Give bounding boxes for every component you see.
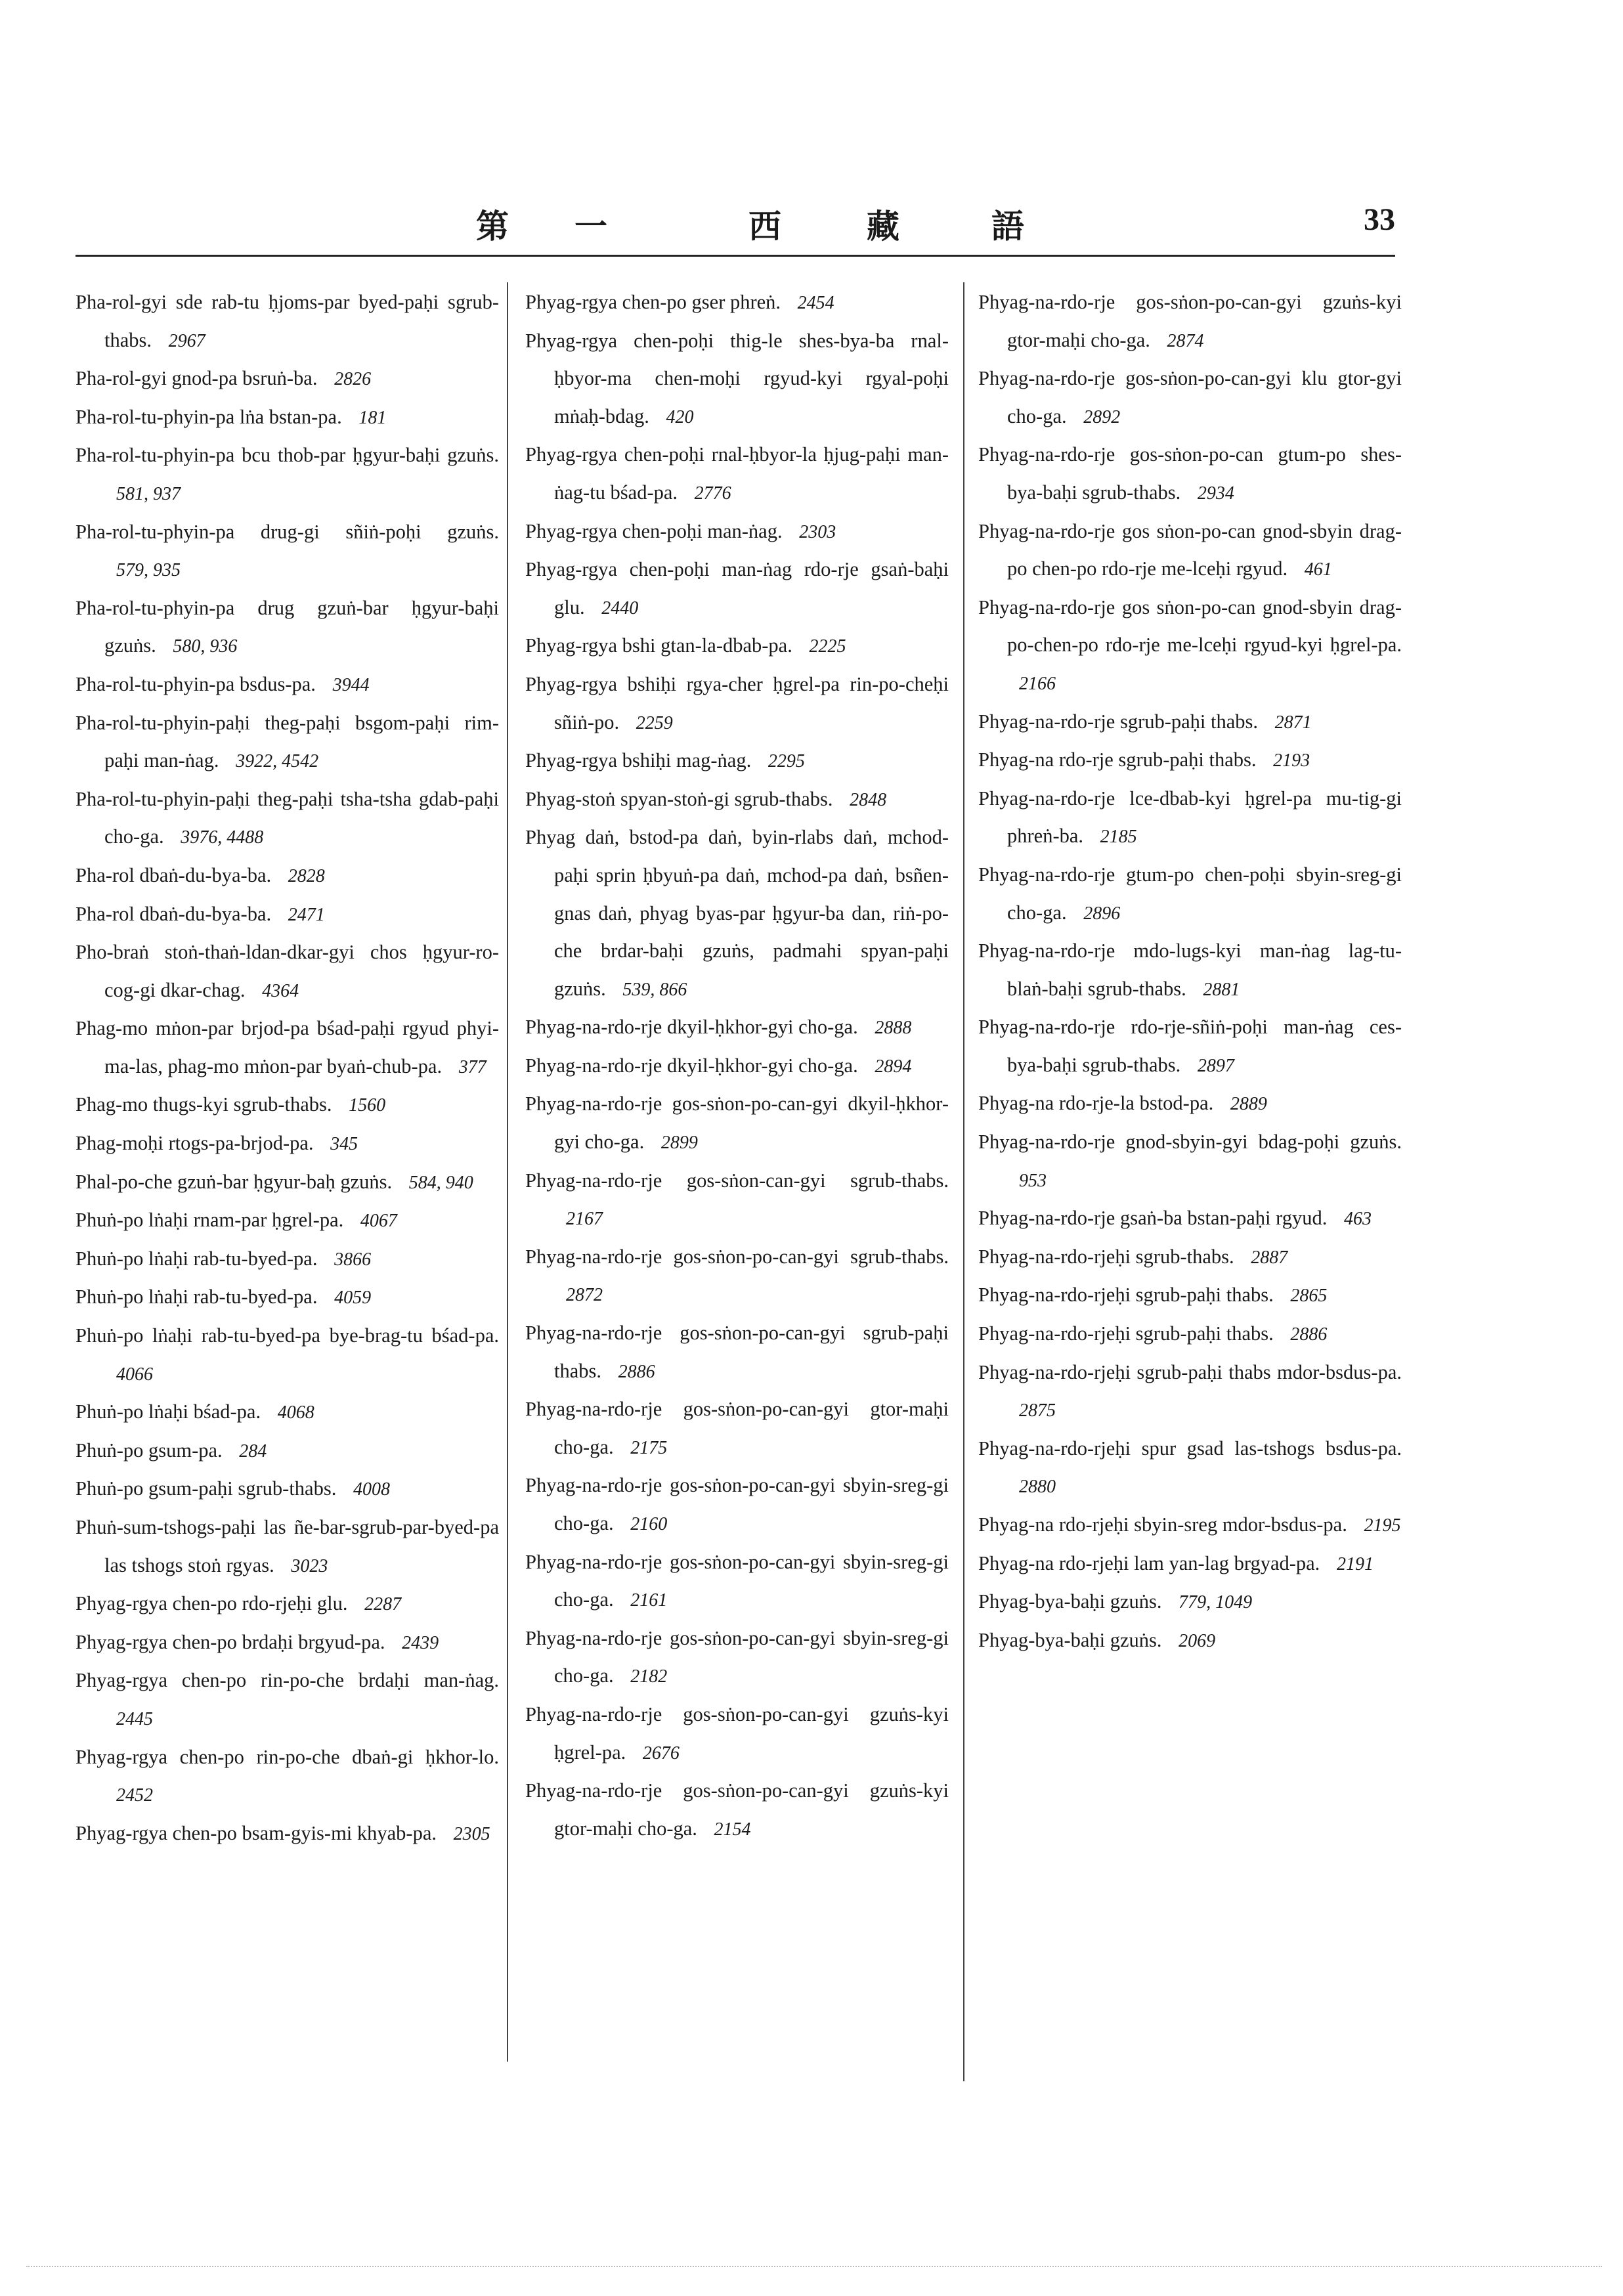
- index-entry: [76, 1432, 499, 1471]
- index-entry: [978, 589, 1402, 703]
- entry-catalog-number: 779, 1049: [1179, 1592, 1253, 1613]
- index-entry: [525, 1467, 949, 1543]
- entry-title: Pha-rol-tu-phyin-pa bcu thob-par ḥgyur-baḥi gzuṅs.: [76, 444, 499, 467]
- entry-catalog-number: 2967: [168, 330, 206, 351]
- entry-title: Phyag-na rdo-rje sgrub-paḥi thabs.: [978, 748, 1257, 771]
- entry-title: Pha-rol-tu-phyin-pa drug gzuṅ-bar ḥgyur-baḥi gzuṅs.: [76, 596, 499, 657]
- entry-title: Phyag-rgya bshi gtan-la-dbab-pa.: [525, 634, 792, 657]
- entry-catalog-number: 2865: [1290, 1286, 1328, 1307]
- index-entry: [525, 1314, 949, 1391]
- entry-catalog-number: 2889: [1230, 1094, 1267, 1115]
- entry-catalog-number: 2897: [1197, 1055, 1234, 1076]
- page-number: 33: [1364, 202, 1395, 237]
- entry-catalog-number: 2676: [642, 1743, 680, 1764]
- entry-title: Phag-mo mṅon-par brjod-pa bśad-paḥi rgyud phyi-ma-las, phag-mo mṅon-par byaṅ-chub-pa.: [76, 1017, 499, 1077]
- header-rule: [76, 255, 1395, 257]
- index-entry: [978, 856, 1402, 932]
- entry-title: Phyag-rgya chen-po rin-po-che dbaṅ-gi ḥkhor-lo.: [76, 1745, 499, 1768]
- index-entry: [76, 1163, 499, 1202]
- entry-title: Pha-rol dbaṅ-du-bya-ba.: [76, 863, 272, 886]
- index-entry: [76, 857, 499, 896]
- index-entry: [76, 513, 499, 590]
- index-entry: [978, 1238, 1402, 1277]
- entry-title: Phyag-na-rdo-rje gos-sṅon-po-can-gyi sbyin-sreg-gi cho-ga.: [525, 1550, 949, 1611]
- index-entry: [525, 1544, 949, 1620]
- index-entry: [76, 1739, 499, 1815]
- entry-catalog-number: 2295: [768, 751, 805, 772]
- index-entry: [76, 1815, 499, 1853]
- index-entry: [525, 819, 949, 1008]
- scan-edge-noise: [26, 2266, 1602, 2270]
- index-entry: [525, 1238, 949, 1314]
- entry-catalog-number: 2167: [566, 1209, 603, 1230]
- column-separator-2: [963, 282, 964, 2081]
- entry-catalog-number: 2225: [809, 636, 846, 657]
- entry-catalog-number: 2454: [797, 293, 834, 313]
- entry-title: Phyag-na-rdo-rje gos-sṅon-po-can-gyi sbyin-sreg-gi cho-ga.: [525, 1626, 949, 1687]
- header-char-tibet: 藏: [867, 207, 899, 246]
- entry-title: Phyag-rgya chen-po rin-po-che brdaḥi man-ṅag.: [76, 1669, 499, 1692]
- index-entry: [76, 896, 499, 934]
- entry-title: Phyag-rgya chen-po rdo-rjeḥi glu.: [76, 1592, 348, 1615]
- index-entry: [978, 284, 1402, 360]
- entry-catalog-number: 581, 937: [116, 483, 181, 504]
- column-separator-1: [507, 282, 508, 2062]
- entry-title: Phyag-na rdo-rjeḥi lam yan-lag brgyad-pa.: [978, 1551, 1320, 1574]
- index-entry: [76, 399, 499, 437]
- entry-title: Phyag-na-rdo-rje gos-sṅon-po-can-gyi gzuṅs-kyi ḥgrel-pa.: [525, 1702, 949, 1764]
- entry-catalog-number: 3922, 4542: [236, 751, 319, 772]
- entry-catalog-number: 2826: [334, 369, 372, 390]
- index-entry: [978, 1430, 1402, 1506]
- entry-title: Phyag-stoṅ spyan-stoṅ-gi sgrub-thabs.: [525, 787, 833, 810]
- entry-title: Phyag-na-rdo-rje dkyil-ḥkhor-gyi cho-ga.: [525, 1016, 858, 1039]
- entry-catalog-number: 3023: [291, 1555, 328, 1576]
- index-entry: [978, 436, 1402, 512]
- index-entry: [978, 360, 1402, 436]
- index-entry: [76, 437, 499, 513]
- entry-title: Pha-rol-tu-phyin-paḥi theg-paḥi bsgom-paḥi rim-paḥi man-ṅag.: [76, 711, 499, 772]
- entry-catalog-number: 2287: [364, 1594, 402, 1615]
- entry-catalog-number: 2871: [1274, 712, 1312, 733]
- index-entry: [76, 1240, 499, 1279]
- index-entry: [978, 1008, 1402, 1085]
- entry-title: Phyag-na-rdo-rje gnod-sbyin-gyi bdag-poḥi gzuṅs.: [978, 1131, 1402, 1154]
- entry-catalog-number: 4008: [353, 1479, 390, 1500]
- entry-catalog-number: 2899: [660, 1133, 698, 1154]
- entry-title: Phyag-bya-baḥi gzuṅs.: [978, 1590, 1162, 1613]
- entry-catalog-number: 2069: [1179, 1630, 1216, 1651]
- entry-title: Phyag-rgya chen-po brdaḥi brgyud-pa.: [76, 1630, 385, 1653]
- index-entry: [978, 932, 1402, 1008]
- index-entry: [76, 704, 499, 781]
- index-entry: [525, 742, 949, 781]
- index-entry: [978, 703, 1402, 742]
- entry-catalog-number: 579, 935: [116, 560, 181, 581]
- entry-title: Phyag-rgya chen-po bsam-gyis-mi khyab-pa.: [76, 1821, 437, 1844]
- entry-title: Phyag-rgya chen-po gser phreṅ.: [525, 291, 781, 313]
- index-entry: [76, 1393, 499, 1432]
- entry-catalog-number: 3976, 4488: [181, 827, 264, 848]
- index-entry: [76, 934, 499, 1010]
- index-entry: [525, 666, 949, 742]
- entry-title: Phyag-na-rdo-rje sgrub-paḥi thabs.: [978, 710, 1259, 733]
- entry-catalog-number: 4068: [277, 1402, 314, 1423]
- entry-title: Pha-rol-gyi sde rab-tu ḥjoms-par byed-paḥi sgrub-thabs.: [76, 291, 499, 351]
- entry-catalog-number: 2452: [116, 1785, 153, 1806]
- entry-title: Phag-moḥi rtogs-pa-brjod-pa.: [76, 1132, 314, 1155]
- index-entry: [525, 436, 949, 512]
- entry-catalog-number: 2191: [1336, 1553, 1374, 1574]
- entry-catalog-number: 4059: [334, 1288, 372, 1309]
- entry-title: Phyag-na-rdo-rje gtum-po chen-poḥi sbyin-sreg-gi cho-ga.: [978, 863, 1402, 924]
- index-entry: [525, 1162, 949, 1238]
- entry-catalog-number: 2471: [288, 904, 325, 925]
- entry-catalog-number: 377: [458, 1056, 487, 1077]
- entry-title: Phuṅ-po gsum-paḥi sgrub-thabs.: [76, 1477, 337, 1500]
- entry-title: Phyag-na-rdo-rjeḥi sgrub-paḥi thabs.: [978, 1284, 1274, 1307]
- entry-title: Phyag-na-rdo-rje gos-sṅon-can-gyi sgrub-thabs.: [525, 1169, 949, 1192]
- entry-catalog-number: 2259: [636, 712, 673, 733]
- index-entry: [978, 1276, 1402, 1315]
- entry-title: Phyag-na-rdo-rjeḥi spur gsad las-tshogs bsdus-pa.: [978, 1437, 1402, 1460]
- entry-title: Phyag-na-rdo-rje gos-sṅon-po-can gtum-po shes-bya-baḥi sgrub-thabs.: [978, 443, 1402, 504]
- entry-catalog-number: 284: [239, 1440, 267, 1462]
- entry-title: Pha-rol dbaṅ-du-bya-ba.: [76, 902, 272, 925]
- index-column-3: [978, 284, 1402, 1660]
- entry-title: Phuṅ-sum-tshogs-paḥi las ñe-bar-sgrub-par-byed-pa las tshogs stoṅ rgyas.: [76, 1516, 499, 1576]
- header-char-one: 一: [574, 207, 607, 246]
- entry-catalog-number: 1560: [349, 1095, 386, 1116]
- entry-catalog-number: 2828: [288, 865, 325, 886]
- index-column-2: [525, 284, 949, 1848]
- entry-title: Phyag-na-rdo-rjeḥi sgrub-paḥi thabs.: [978, 1322, 1274, 1345]
- entry-catalog-number: 2166: [1019, 673, 1056, 694]
- entry-title: Phyag-bya-baḥi gzuṅs.: [978, 1628, 1162, 1651]
- entry-title: Pha-rol-tu-phyin-paḥi theg-paḥi tsha-tsha gdab-paḥi cho-ga.: [76, 787, 499, 848]
- entry-catalog-number: 539, 866: [622, 979, 687, 1000]
- index-entry: [978, 1315, 1402, 1354]
- entry-catalog-number: 2154: [714, 1819, 751, 1840]
- entry-catalog-number: 420: [666, 406, 694, 427]
- entry-title: Phyag-na-rdo-rje gos sṅon-po-can gnod-sbyin drag-po chen-po rdo-rje me-lceḥi rgyud.: [978, 519, 1402, 580]
- index-entry: [978, 513, 1402, 589]
- index-entry: [978, 741, 1402, 780]
- running-header: [76, 200, 1395, 248]
- entry-catalog-number: 2848: [850, 789, 887, 810]
- entry-title: Phyag-na-rdo-rje gos-sṅon-po-can-gyi gzuṅs-kyi gtor-maḥi cho-ga.: [978, 291, 1402, 351]
- entry-title: Phyag daṅ, bstod-pa daṅ, byin-rlabs daṅ, mchod-paḥi sprin ḥbyuṅ-pa daṅ, mchod-pa daṅ, bsñen-gnas daṅ, phyag byas-par ḥgyur-ba dan, riṅ-po-che brdar-baḥi gzuṅs, padmahi spyan-paḥi gzuṅs.: [525, 826, 949, 1000]
- entry-title: Phyag-na-rdo-rje gos-sṅon-po-can-gyi dkyil-ḥkhor-gyi cho-ga.: [525, 1093, 949, 1154]
- index-entry: [525, 322, 949, 437]
- index-entry: [525, 1047, 949, 1086]
- entry-title: Phuṅ-po lṅaḥi rab-tu-byed-pa bye-brag-tu bśad-pa.: [76, 1324, 499, 1347]
- entry-title: Phyag-na-rdo-rje lce-dbab-kyi ḥgrel-pa mu-tig-gi phreṅ-ba.: [978, 787, 1402, 848]
- entry-catalog-number: 2193: [1273, 750, 1310, 771]
- entry-catalog-number: 2305: [453, 1823, 490, 1844]
- entry-title: Phuṅ-po lṅaḥi rab-tu-byed-pa.: [76, 1286, 318, 1309]
- index-entry: [76, 1624, 499, 1662]
- index-entry: [525, 1772, 949, 1848]
- entry-title: Phyag-na-rdo-rje mdo-lugs-kyi man-ṅag lag-tu-blaṅ-baḥi sgrub-thabs.: [978, 940, 1402, 1000]
- index-entry: [76, 666, 499, 704]
- entry-title: Phyag-rgya chen-poḥi rnal-ḥbyor-la ḥjug-paḥi man-ṅag-tu bśad-pa.: [525, 443, 949, 504]
- entry-catalog-number: 4067: [360, 1211, 397, 1232]
- entry-catalog-number: 2160: [630, 1514, 668, 1534]
- entry-catalog-number: 584, 940: [408, 1172, 473, 1193]
- entry-title: Phyag-rgya bshiḥi rgya-cher ḥgrel-pa rin-po-cheḥi sñiṅ-po.: [525, 672, 949, 733]
- entry-catalog-number: 2175: [630, 1437, 668, 1458]
- index-entry: [76, 1086, 499, 1125]
- index-entry: [76, 1202, 499, 1240]
- entry-title: Phyag-na-rdo-rje gsaṅ-ba bstan-paḥi rgyud.: [978, 1207, 1328, 1230]
- index-entry: [76, 1470, 499, 1509]
- entry-catalog-number: 2445: [116, 1708, 153, 1729]
- entry-catalog-number: 2886: [1290, 1324, 1328, 1345]
- entry-catalog-number: 463: [1343, 1209, 1372, 1230]
- entry-title: Phyag-na-rdo-rje gos-sṅon-po-can-gyi gtor-maḥi cho-ga.: [525, 1398, 949, 1458]
- entry-catalog-number: 2872: [566, 1285, 603, 1306]
- entry-title: Phyag-rgya bshiḥi mag-ṅag.: [525, 749, 752, 772]
- entry-catalog-number: 2303: [799, 521, 836, 542]
- entry-title: Phyag-na-rdo-rje gos sṅon-po-can gnod-sbyin drag-po-chen-po rdo-rje me-lceḥi rgyud-kyi ḥgrel-pa.: [978, 596, 1402, 657]
- entry-catalog-number: 2888: [875, 1018, 912, 1039]
- entry-title: Pha-rol-tu-phyin-pa bsdus-pa.: [76, 672, 316, 695]
- entry-title: Phyag-rgya chen-poḥi man-ṅag.: [525, 519, 783, 542]
- entry-title: Pha-rol-tu-phyin-pa lṅa bstan-pa.: [76, 405, 342, 428]
- index-entry: [76, 284, 499, 360]
- entry-title: Phyag-na rdo-rjeḥi sbyin-sreg mdor-bsdus-pa.: [978, 1513, 1347, 1536]
- entry-title: Phyag-na-rdo-rje gos-sṅon-po-can-gyi sgrub-paḥi thabs.: [525, 1322, 949, 1382]
- entry-catalog-number: 2776: [694, 483, 731, 504]
- entry-title: Phag-mo thugs-kyi sgrub-thabs.: [76, 1093, 332, 1116]
- index-entry: [76, 1509, 499, 1585]
- index-entry: [978, 1085, 1402, 1123]
- entry-title: Phyag-na-rdo-rjeḥi sgrub-paḥi thabs mdor-bsdus-pa.: [978, 1360, 1402, 1383]
- index-entry: [76, 590, 499, 666]
- index-entry: [525, 627, 949, 666]
- entry-title: Phuṅ-po lṅaḥi bśad-pa.: [76, 1400, 261, 1423]
- entry-title: Phyag-na rdo-rje-la bstod-pa.: [978, 1092, 1214, 1115]
- entry-catalog-number: 2182: [630, 1666, 668, 1687]
- index-entry: [525, 1008, 949, 1047]
- entry-title: Phyag-na-rdo-rje dkyil-ḥkhor-gyi cho-ga.: [525, 1054, 858, 1077]
- header-char-chapter: 第: [476, 207, 509, 246]
- entry-title: Phuṅ-po gsum-pa.: [76, 1439, 223, 1462]
- index-entry: [978, 780, 1402, 856]
- entry-catalog-number: 2195: [1364, 1515, 1401, 1536]
- entry-title: Phyag-rgya chen-poḥi man-ṅag rdo-rje gsaṅ-baḥi glu.: [525, 558, 949, 618]
- index-entry: [76, 1662, 499, 1738]
- entry-catalog-number: 953: [1019, 1170, 1047, 1191]
- index-entry: [525, 284, 949, 322]
- index-entry: [525, 513, 949, 552]
- index-entry: [978, 1545, 1402, 1584]
- entry-title: Phyag-na-rdo-rjeḥi sgrub-thabs.: [978, 1245, 1234, 1268]
- entry-title: Phyag-na-rdo-rje gos-sṅon-po-can-gyi klu gtor-gyi cho-ga.: [978, 367, 1402, 427]
- entry-catalog-number: 2881: [1203, 979, 1240, 1000]
- entry-catalog-number: 2894: [875, 1056, 912, 1077]
- entry-title: Pha-rol-tu-phyin-pa drug-gi sñiṅ-poḥi gzuṅs.: [76, 520, 499, 543]
- index-entry: [525, 1696, 949, 1772]
- entry-title: Phyag-rgya chen-poḥi thig-le shes-bya-ba rnal-ḥbyor-ma chen-moḥi rgyud-kyi rgyal-poḥi mṅaḥ-bdag.: [525, 329, 949, 427]
- entry-catalog-number: 2880: [1019, 1477, 1056, 1498]
- entry-catalog-number: 3944: [332, 674, 370, 695]
- header-char-west: 西: [748, 207, 781, 246]
- entry-catalog-number: 4364: [262, 980, 299, 1001]
- index-entry: [978, 1123, 1402, 1200]
- entry-title: Pha-rol-gyi gnod-pa bsruṅ-ba.: [76, 367, 318, 390]
- entry-catalog-number: 2934: [1197, 483, 1234, 504]
- entry-title: Phuṅ-po lṅaḥi rab-tu-byed-pa.: [76, 1247, 318, 1270]
- entry-catalog-number: 4066: [116, 1364, 153, 1385]
- entry-catalog-number: 2185: [1100, 827, 1137, 848]
- entry-title: Phyag-na-rdo-rje gos-sṅon-po-can-gyi sgrub-thabs.: [525, 1245, 949, 1268]
- index-entry: [525, 1620, 949, 1696]
- entry-catalog-number: 2439: [402, 1632, 439, 1653]
- entry-catalog-number: 580, 936: [173, 636, 238, 657]
- entry-catalog-number: 3866: [334, 1249, 372, 1270]
- index-entry: [76, 1585, 499, 1624]
- entry-title: Phyag-na-rdo-rje gos-sṅon-po-can-gyi sbyin-sreg-gi cho-ga.: [525, 1474, 949, 1534]
- entry-catalog-number: 2875: [1019, 1400, 1056, 1421]
- index-entry: [525, 551, 949, 627]
- entry-catalog-number: 2896: [1083, 903, 1121, 924]
- index-entry: [76, 1317, 499, 1393]
- index-entry: [978, 1354, 1402, 1430]
- index-entry: [978, 1622, 1402, 1660]
- entry-catalog-number: 2887: [1251, 1247, 1288, 1268]
- entry-catalog-number: 2161: [630, 1590, 668, 1611]
- index-entry: [978, 1200, 1402, 1238]
- entry-catalog-number: 461: [1304, 559, 1332, 580]
- entry-title: Pho-braṅ stoṅ-thaṅ-ldan-dkar-gyi chos ḥgyur-ro-cog-gi dkar-chag.: [76, 941, 499, 1001]
- entry-title: Phal-po-che gzuṅ-bar ḥgyur-baḥ gzuṅs.: [76, 1170, 393, 1193]
- index-entry: [978, 1506, 1402, 1545]
- index-entry: [525, 1391, 949, 1467]
- entry-catalog-number: 2440: [601, 597, 639, 618]
- index-entry: [76, 1125, 499, 1163]
- entry-catalog-number: 2886: [618, 1361, 655, 1382]
- entry-catalog-number: 2874: [1167, 330, 1204, 351]
- index-entry: [525, 1085, 949, 1161]
- entry-title: Phyag-na-rdo-rje gos-sṅon-po-can-gyi gzuṅs-kyi gtor-maḥi cho-ga.: [525, 1779, 949, 1840]
- header-char-language: 語: [991, 207, 1024, 246]
- entry-title: Phyag-na-rdo-rje rdo-rje-sñiṅ-poḥi man-ṅag ces-bya-baḥi sgrub-thabs.: [978, 1016, 1402, 1076]
- index-entry: [76, 1278, 499, 1317]
- entry-title: Phuṅ-po lṅaḥi rnam-par ḥgrel-pa.: [76, 1209, 344, 1232]
- index-entry: [76, 1010, 499, 1086]
- index-column-1: [76, 284, 499, 1853]
- entry-catalog-number: 2892: [1083, 406, 1121, 427]
- entry-catalog-number: 181: [358, 407, 387, 428]
- index-entry: [76, 781, 499, 857]
- index-entry: [525, 781, 949, 819]
- entry-catalog-number: 345: [330, 1134, 358, 1155]
- index-entry: [76, 360, 499, 399]
- index-entry: [978, 1583, 1402, 1622]
